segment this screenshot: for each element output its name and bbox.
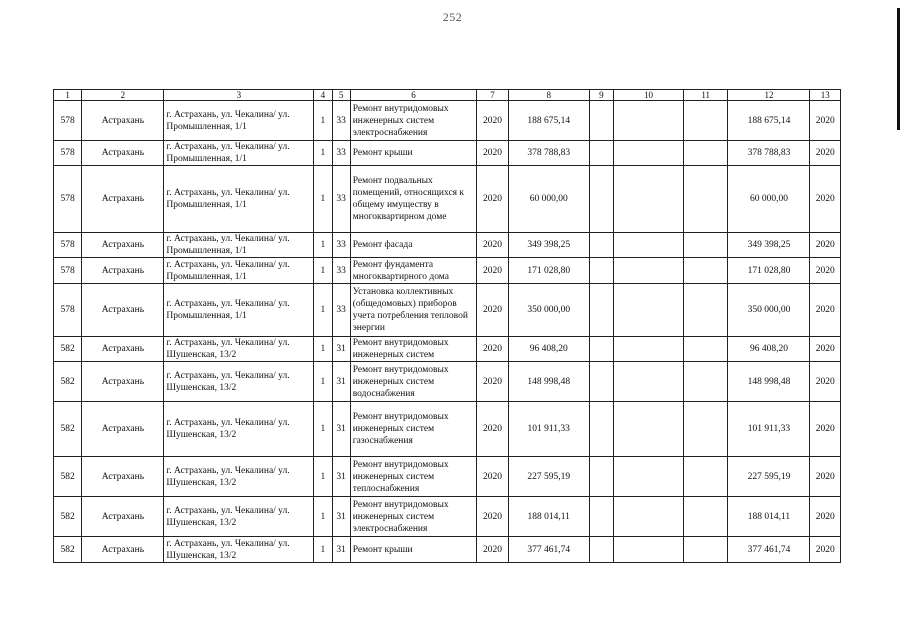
cell-col-11: [683, 337, 728, 362]
cell-cost: 378 788,83: [508, 141, 589, 166]
cell-address: г. Астрахань, ул. Чекалина/ ул. Промышленная, 1/1: [164, 284, 314, 337]
column-header: 12: [728, 90, 810, 101]
cell-number: 578: [54, 258, 82, 284]
cell-year: 2020: [477, 233, 508, 258]
column-header: 6: [350, 90, 477, 101]
cell-number: 578: [54, 166, 82, 233]
cell-address: г. Астрахань, ул. Чекалина/ ул. Шушенская, 13/2: [164, 497, 314, 537]
cell-completion-year: 2020: [810, 337, 841, 362]
table-row: [54, 537, 841, 563]
cell-address: г. Астрахань, ул. Чекалина/ ул. Промышленная, 1/1: [164, 166, 314, 233]
cell-col-4: 1: [314, 101, 332, 141]
cell-municipality: Астрахань: [82, 457, 164, 497]
cell-col-4: 1: [314, 166, 332, 233]
cell-cost: 350 000,00: [508, 284, 589, 337]
cell-col-10: [614, 337, 684, 362]
cell-completion-year: 2020: [810, 101, 841, 141]
cell-number: 582: [54, 337, 82, 362]
table-row: [54, 362, 841, 402]
cell-total: 350 000,00: [728, 284, 810, 337]
cell-col-11: [683, 402, 728, 457]
cell-col-9: [589, 141, 613, 166]
cell-year: 2020: [477, 258, 508, 284]
cell-total: 188 675,14: [728, 101, 810, 141]
cell-work-type: Ремонт фасада: [350, 233, 477, 258]
repair-program-table: [53, 89, 841, 563]
cell-work-type: Ремонт внутридомовых инженерных систем водоснабжения: [350, 362, 477, 402]
cell-col-9: [589, 233, 613, 258]
cell-work-type: Ремонт внутридомовых инженерных систем электроснабжения: [350, 497, 477, 537]
cell-work-type: Ремонт крыши: [350, 141, 477, 166]
cell-col-10: [614, 457, 684, 497]
cell-col-11: [683, 101, 728, 141]
page-number: 252: [442, 10, 463, 24]
cell-completion-year: 2020: [810, 284, 841, 337]
cell-col-9: [589, 337, 613, 362]
cell-completion-year: 2020: [810, 537, 841, 563]
table-row: [54, 497, 841, 537]
cell-col-5: 31: [332, 497, 350, 537]
cell-address: г. Астрахань, ул. Чекалина/ ул. Промышленная, 1/1: [164, 141, 314, 166]
table-body: [54, 101, 841, 563]
cell-cost: 377 461,74: [508, 537, 589, 563]
cell-cost: 60 000,00: [508, 166, 589, 233]
cell-col-10: [614, 537, 684, 563]
cell-col-4: 1: [314, 402, 332, 457]
cell-total: 101 911,33: [728, 402, 810, 457]
cell-address: г. Астрахань, ул. Чекалина/ ул. Шушенская, 13/2: [164, 402, 314, 457]
cell-cost: 188 675,14: [508, 101, 589, 141]
cell-col-11: [683, 497, 728, 537]
cell-col-9: [589, 402, 613, 457]
cell-col-5: 33: [332, 258, 350, 284]
column-header: 7: [477, 90, 508, 101]
cell-municipality: Астрахань: [82, 337, 164, 362]
cell-year: 2020: [477, 402, 508, 457]
column-header: 9: [589, 90, 613, 101]
cell-col-4: 1: [314, 537, 332, 563]
table-row: [54, 258, 841, 284]
cell-number: 582: [54, 402, 82, 457]
cell-work-type: Установка коллективных (общедомовых) приборов учета потребления тепловой энергии: [350, 284, 477, 337]
column-header: 11: [683, 90, 728, 101]
cell-year: 2020: [477, 284, 508, 337]
cell-year: 2020: [477, 457, 508, 497]
column-header: 8: [508, 90, 589, 101]
cell-col-4: 1: [314, 141, 332, 166]
cell-year: 2020: [477, 337, 508, 362]
cell-cost: 188 014,11: [508, 497, 589, 537]
cell-municipality: Астрахань: [82, 258, 164, 284]
table-row: [54, 337, 841, 362]
cell-col-11: [683, 284, 728, 337]
cell-col-5: 33: [332, 141, 350, 166]
cell-col-10: [614, 166, 684, 233]
cell-col-11: [683, 362, 728, 402]
cell-number: 578: [54, 101, 82, 141]
cell-col-10: [614, 258, 684, 284]
cell-col-10: [614, 284, 684, 337]
cell-col-11: [683, 258, 728, 284]
cell-cost: 96 408,20: [508, 337, 589, 362]
cell-col-4: 1: [314, 497, 332, 537]
cell-col-4: 1: [314, 284, 332, 337]
cell-year: 2020: [477, 141, 508, 166]
cell-col-11: [683, 166, 728, 233]
cell-col-5: 33: [332, 233, 350, 258]
cell-completion-year: 2020: [810, 258, 841, 284]
cell-cost: 171 028,80: [508, 258, 589, 284]
cell-completion-year: 2020: [810, 457, 841, 497]
cell-col-4: 1: [314, 337, 332, 362]
table-row: [54, 402, 841, 457]
cell-municipality: Астрахань: [82, 402, 164, 457]
cell-address: г. Астрахань, ул. Чекалина/ ул. Шушенская, 13/2: [164, 337, 314, 362]
cell-year: 2020: [477, 362, 508, 402]
cell-municipality: Астрахань: [82, 233, 164, 258]
cell-completion-year: 2020: [810, 497, 841, 537]
cell-col-4: 1: [314, 457, 332, 497]
cell-cost: 349 398,25: [508, 233, 589, 258]
column-header: 5: [332, 90, 350, 101]
cell-col-5: 31: [332, 362, 350, 402]
cell-col-5: 31: [332, 537, 350, 563]
cell-col-9: [589, 497, 613, 537]
cell-total: 378 788,83: [728, 141, 810, 166]
cell-address: г. Астрахань, ул. Чекалина/ ул. Промышленная, 1/1: [164, 233, 314, 258]
cell-municipality: Астрахань: [82, 166, 164, 233]
cell-col-10: [614, 362, 684, 402]
cell-municipality: Астрахань: [82, 497, 164, 537]
cell-col-5: 31: [332, 337, 350, 362]
cell-work-type: Ремонт внутридомовых инженерных систем: [350, 337, 477, 362]
table-row: [54, 166, 841, 233]
cell-cost: 148 998,48: [508, 362, 589, 402]
cell-total: 227 595,19: [728, 457, 810, 497]
cell-col-11: [683, 537, 728, 563]
cell-col-11: [683, 457, 728, 497]
column-header: 2: [82, 90, 164, 101]
cell-col-9: [589, 537, 613, 563]
cell-total: 60 000,00: [728, 166, 810, 233]
cell-number: 582: [54, 497, 82, 537]
cell-col-9: [589, 166, 613, 233]
column-header: 10: [614, 90, 684, 101]
cell-col-11: [683, 141, 728, 166]
cell-col-9: [589, 101, 613, 141]
cell-completion-year: 2020: [810, 166, 841, 233]
table-row: [54, 233, 841, 258]
cell-col-5: 31: [332, 402, 350, 457]
cell-work-type: Ремонт внутридомовых инженерных систем теплоснабжения: [350, 457, 477, 497]
cell-work-type: Ремонт подвальных помещений, относящихся к общему имуществу в многоквартирном доме: [350, 166, 477, 233]
cell-year: 2020: [477, 497, 508, 537]
cell-work-type: Ремонт внутридомовых инженерных систем электроснабжения: [350, 101, 477, 141]
cell-municipality: Астрахань: [82, 141, 164, 166]
cell-col-9: [589, 457, 613, 497]
cell-work-type: Ремонт крыши: [350, 537, 477, 563]
cell-total: 148 998,48: [728, 362, 810, 402]
table-row: [54, 284, 841, 337]
cell-completion-year: 2020: [810, 141, 841, 166]
cell-total: 349 398,25: [728, 233, 810, 258]
table-row: [54, 141, 841, 166]
cell-col-10: [614, 497, 684, 537]
cell-work-type: Ремонт фундамента многоквартирного дома: [350, 258, 477, 284]
cell-col-9: [589, 362, 613, 402]
cell-total: 377 461,74: [728, 537, 810, 563]
table-row: [54, 101, 841, 141]
cell-municipality: Астрахань: [82, 101, 164, 141]
cell-col-11: [683, 233, 728, 258]
header-row: [54, 90, 841, 101]
cell-completion-year: 2020: [810, 233, 841, 258]
cell-number: 578: [54, 284, 82, 337]
cell-municipality: Астрахань: [82, 284, 164, 337]
cell-col-4: 1: [314, 233, 332, 258]
cell-cost: 101 911,33: [508, 402, 589, 457]
cell-cost: 227 595,19: [508, 457, 589, 497]
cell-col-5: 33: [332, 101, 350, 141]
cell-address: г. Астрахань, ул. Чекалина/ ул. Промышленная, 1/1: [164, 258, 314, 284]
cell-year: 2020: [477, 101, 508, 141]
column-header: 13: [810, 90, 841, 101]
cell-completion-year: 2020: [810, 402, 841, 457]
cell-col-10: [614, 101, 684, 141]
cell-address: г. Астрахань, ул. Чекалина/ ул. Шушенская, 13/2: [164, 457, 314, 497]
cell-col-5: 33: [332, 166, 350, 233]
cell-col-9: [589, 258, 613, 284]
cell-address: г. Астрахань, ул. Чекалина/ ул. Промышленная, 1/1: [164, 101, 314, 141]
cell-total: 171 028,80: [728, 258, 810, 284]
cell-number: 578: [54, 233, 82, 258]
cell-total: 96 408,20: [728, 337, 810, 362]
cell-municipality: Астрахань: [82, 362, 164, 402]
table-row: [54, 457, 841, 497]
cell-municipality: Астрахань: [82, 537, 164, 563]
cell-total: 188 014,11: [728, 497, 810, 537]
cell-address: г. Астрахань, ул. Чекалина/ ул. Шушенская, 13/2: [164, 537, 314, 563]
column-header: 1: [54, 90, 82, 101]
cell-number: 582: [54, 362, 82, 402]
cell-completion-year: 2020: [810, 362, 841, 402]
cell-year: 2020: [477, 537, 508, 563]
cell-col-4: 1: [314, 258, 332, 284]
scan-edge-line: [897, 8, 900, 130]
cell-number: 578: [54, 141, 82, 166]
cell-col-10: [614, 402, 684, 457]
cell-col-5: 33: [332, 284, 350, 337]
cell-number: 582: [54, 457, 82, 497]
cell-col-10: [614, 141, 684, 166]
cell-col-9: [589, 284, 613, 337]
cell-col-10: [614, 233, 684, 258]
column-header: 3: [164, 90, 314, 101]
cell-number: 582: [54, 537, 82, 563]
cell-work-type: Ремонт внутридомовых инженерных систем газоснабжения: [350, 402, 477, 457]
cell-col-4: 1: [314, 362, 332, 402]
cell-address: г. Астрахань, ул. Чекалина/ ул. Шушенская, 13/2: [164, 362, 314, 402]
cell-col-5: 31: [332, 457, 350, 497]
column-header: 4: [314, 90, 332, 101]
cell-year: 2020: [477, 166, 508, 233]
